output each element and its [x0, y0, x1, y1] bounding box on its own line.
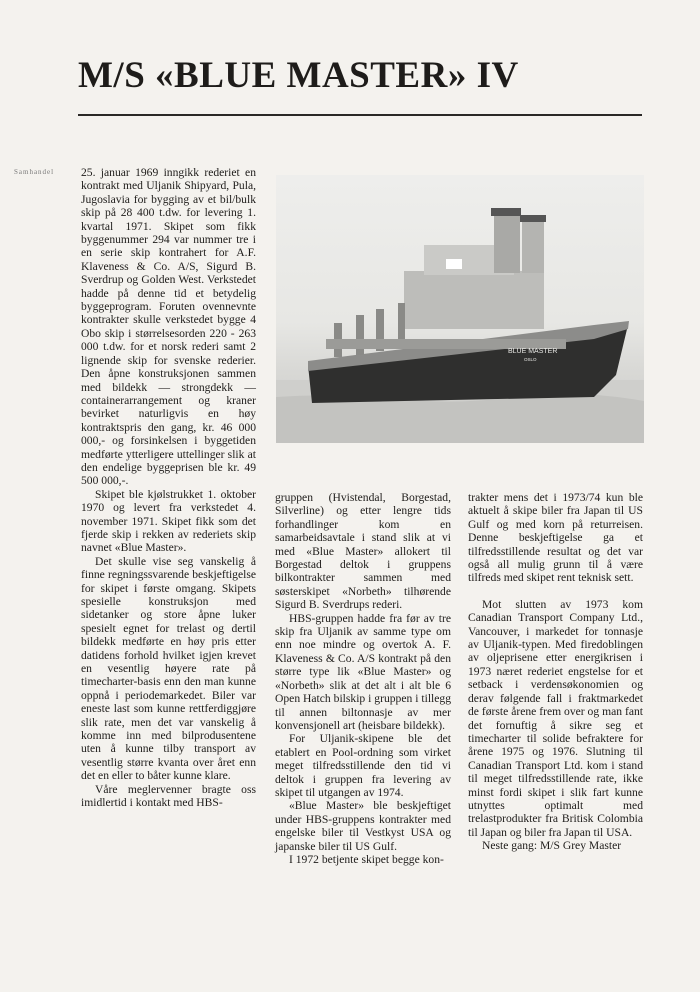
paragraph: I 1972 betjente skipet begge kon-: [289, 852, 444, 866]
ship-illustration: [276, 175, 644, 443]
hull-port-text: OSLO: [524, 357, 537, 362]
paragraph: HBS-gruppen hadde fra før av tre skip fra Uljanik av samme type om enn noe mindre og overtok A. F. Klaveness & Co. A/S kontrakt på den større type lik «Blue Master» og «Norbeth» slik at det alt i alt ble 6 Open Hatch bilskip i gruppen i tillegg til annen biltonnasje av mer konvensjonell art (heisbare bildekk).: [275, 611, 451, 732]
ship-photo: [276, 175, 644, 443]
text-column-3: [468, 491, 643, 853]
paragraph: For Uljanik-skipene ble det etablert en Pool-ordning som virket meget tilfredsstillende den tid vi deltok i gruppen fra levering av skipet til utgangen av 1974.: [275, 732, 451, 799]
title-rule: [78, 114, 642, 116]
text-column-1: [81, 166, 256, 810]
hull-name-text: BLUE MASTER: [508, 348, 558, 355]
paragraph: gruppen (Hvistendal, Borgestad, Silverline) og etter lengre tids forhandlinger kom en samarbeidsavtale i stand slik at vi med «Blue Master» allokert til Borgestad deltok i gruppens bilkontrakter sammen med søsterskipet «Norbeth» tilhørende Sigurd B. Sverdrups rederi.: [275, 491, 451, 612]
paragraph: Skipet ble kjølstrukket 1. oktober 1970 og levert fra verkstedet 4. november 1971. Skipet fikk som det fjerde skip i rekken av rederiets skip navnet «Blue Master».: [81, 487, 256, 555]
article-title: M/S «BLUE MASTER» IV: [78, 55, 519, 96]
paragraph: Mot slutten av 1973 kom Canadian Transport Company Ltd., Vancouver, i markedet for tonnasje av Uljanik-typen. Med firedoblingen av oljeprisene etter energikrisen i 1973 næret rederiet engstelse for et setback i verdensøkonomien og derav følgende fall i fraktmarkedet de første årene frem over og man fant det fornuftig å sikre seg et timecharter til solide befraktere for årene 1975 og 1976. Slutning til Canadian Transport Ltd. kom i stand til meget tilfredsstillende rate, ikke minst fordi skipet i slik fart kunne utnyttes optimalt med trelastprodukter fra Britisk Colombia til Japan og biler fra Japan til USA.: [468, 597, 643, 839]
paragraph: Våre meglervenner bragte oss imidlertid i kontakt med HBS-: [81, 782, 256, 810]
paragraph: 25. januar 1969 inngikk rederiet en kontrakt med Uljanik Shipyard, Pula, Jugoslavia for bygging av et bil/bulk skip på 28 400 t.dw. for levering 1. kvartal 1971. Skipet som fikk byggenummer 294 var nummer tre i en serie skip kontrahert for A.F. Klaveness & Co. A/S, Sigurd B. Sverdrup og Golden West. Verkstedet hadde på denne tid et betydelig byggeprogram. Foruten ovennevnte kontrakter skulle verkstedet bygge 4 Obo skip i størrelsesorden 220 - 263 000 t.dw. for et norsk rederi samt 2 lignende skip for svenske rederier. Den åpne konstruksjonen sammen med bildekk — strongdekk — containerarrangement og kraner bevirket naturligvis en høy kontraktspris den gang, kr. 46 000 000,- og forsinkelsen i byggetiden medførte ytterligere uttellinger slik at den endelige byggeprisen ble kr. 49 500 000,-.: [81, 166, 256, 488]
paragraph: Det skulle vise seg vanskelig å finne regningssvarende beskjeftigelse for skipet i første omgang. Skipets spesielle konstruksjon med sidetanker og store åpne luker spesielt egnet for trelast og dertil bildekk medførte en høy pris etter datidens forhold hvilket igjen krevet en vesentlig høyere rate på timecharter-basis enn den man kunne oppnå i periodemarkedet. Biler var eneste last som kunne rettferdiggjøre slik rate, men det var vanskelig å komme inn med bilprodusentene uten å kunne tilby transport av vesentlig større kvanta over året enn det en eller to båter kunne klare.: [81, 554, 256, 783]
paragraph: «Blue Master» ble beskjeftiget under HBS-gruppens kontrakter med engelske biler til Vestkyst USA og japanske biler til US Gulf.: [275, 799, 451, 853]
margin-stamp: Samhandel: [14, 168, 55, 176]
text-column-2: [275, 491, 451, 866]
next-issue-note: Neste gang: M/S Grey Master: [482, 839, 622, 853]
paragraph: trakter mens det i 1973/74 kun ble aktuelt å skipe biler fra Japan til US Gulf og med korn på returreisen. Denne beskjeftigelse ga et tilfredsstillende resultat og det var også all mulig grunn til å være tilfreds med skipet rent teknisk sett.: [468, 491, 643, 585]
